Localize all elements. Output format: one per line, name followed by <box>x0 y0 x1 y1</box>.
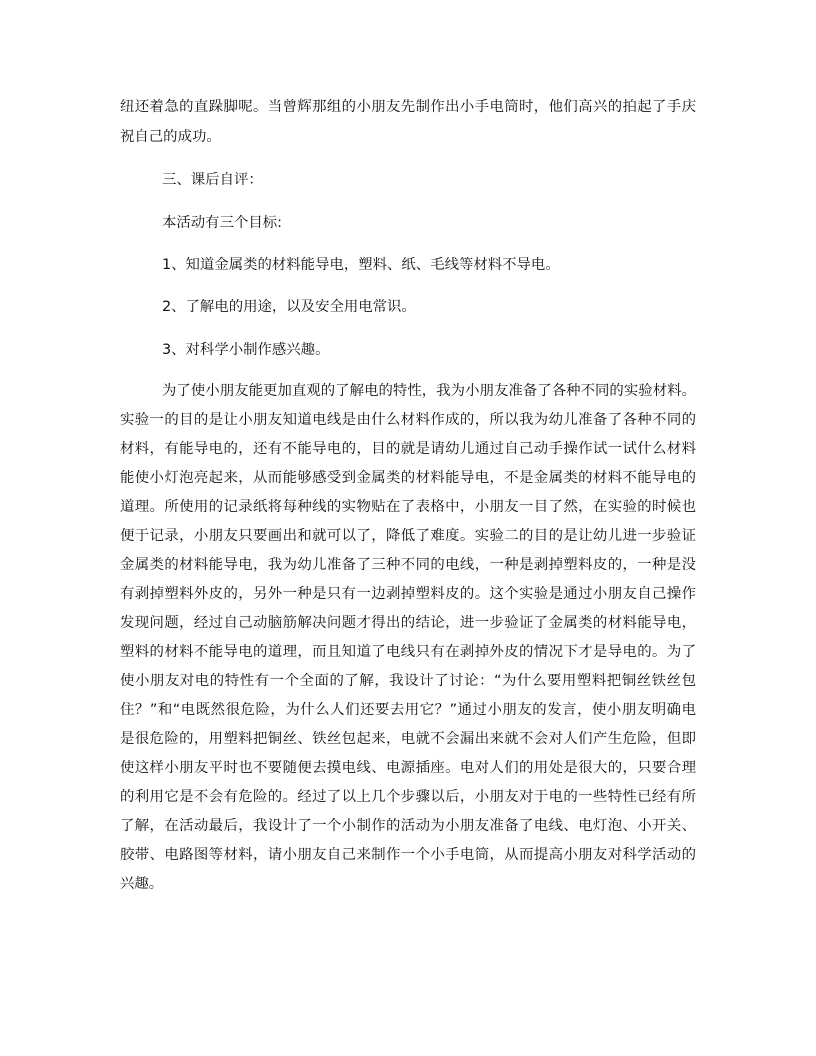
reflection-line-8: 有剥掉塑料外皮的，另外一种是只有一边剥掉塑料皮的。这个实验是通过小朋友自己操作 <box>120 586 696 602</box>
goals-intro: 本活动有三个目标: <box>162 215 282 231</box>
document-page <box>120 0 696 1056</box>
reflection-line-2: 实验一的目的是让小朋友知道电线是由什么材料作成的，所以我为幼儿准备了各种不同的 <box>120 412 696 428</box>
goal-item-1: 1、知道金属类的材料能导电，塑料、纸、毛线等材料不导电。 <box>162 257 560 273</box>
reflection-line-13: 是很危险的，用塑料把铜丝、铁丝包起来，电就不会漏出来就不会对人们产生危险，但即 <box>120 731 696 747</box>
reflection-line-16: 了解，在活动最后，我设计了一个小制作的活动为小朋友准备了电线、电灯泡、小开关、 <box>120 818 696 834</box>
reflection-line-4: 能使小灯泡亮起来，从而能够感受到金属类的材料能导电，不是金属类的材料不能导电的 <box>120 470 696 486</box>
reflection-line-10: 塑料的材料不能导电的道理，而且知道了电线只有在剥掉外皮的情况下才是导电的。为了 <box>120 644 696 660</box>
reflection-line-3: 材料，有能导电的，还有不能导电的，目的就是请幼儿通过自己动手操作试一试什么材料 <box>120 441 696 457</box>
reflection-line-1: 为了使小朋友能更加直观的了解电的特性，我为小朋友准备了各种不同的实验材料。 <box>162 383 696 399</box>
reflection-line-6: 便于记录，小朋友只要画出和就可以了，降低了难度。实验二的目的是让幼儿进一步验证 <box>120 528 696 544</box>
goal-item-2: 2、了解电的用途，以及安全用电常识。 <box>162 299 416 315</box>
reflection-line-18: 兴趣。 <box>120 876 164 892</box>
reflection-line-9: 发现问题，经过自己动脑筋解决问题才得出的结论，进一步验证了金属类的材料能导电， <box>120 615 696 631</box>
reflection-line-7: 金属类的材料能导电，我为幼儿准备了三种不同的电线，一种是剥掉塑料皮的，一种是没 <box>120 557 696 573</box>
reflection-line-12: 住？”和“电既然很危险，为什么人们还要去用它？”通过小朋友的发言，使小朋友明确电 <box>120 702 696 718</box>
intro-line-2: 祝自己的成功。 <box>120 129 221 145</box>
reflection-line-5: 道理。所使用的记录纸将每种线的实物贴在了表格中，小朋友一目了然，在实验的时候也 <box>120 499 696 515</box>
section-heading: 三、课后自评： <box>162 172 263 188</box>
reflection-line-11: 使小朋友对电的特性有一个全面的了解，我设计了讨论：“为什么要用塑料把铜丝铁丝包 <box>120 673 696 689</box>
reflection-line-14: 使这样小朋友平时也不要随便去摸电线、电源插座。电对人们的用处是很大的，只要合理 <box>120 760 696 776</box>
intro-line-1: 纽还着急的直跺脚呢。当曾辉那组的小朋友先制作出小手电筒时，他们高兴的拍起了手庆 <box>120 99 696 115</box>
reflection-line-17: 胶带、电路图等材料，请小朋友自己来制作一个小手电筒，从而提高小朋友对科学活动的 <box>120 847 696 863</box>
goal-item-3: 3、对科学小制作感兴趣。 <box>162 342 330 358</box>
reflection-line-15: 的利用它是不会有危险的。经过了以上几个步骤以后，小朋友对于电的一些特性已经有所 <box>120 789 696 805</box>
